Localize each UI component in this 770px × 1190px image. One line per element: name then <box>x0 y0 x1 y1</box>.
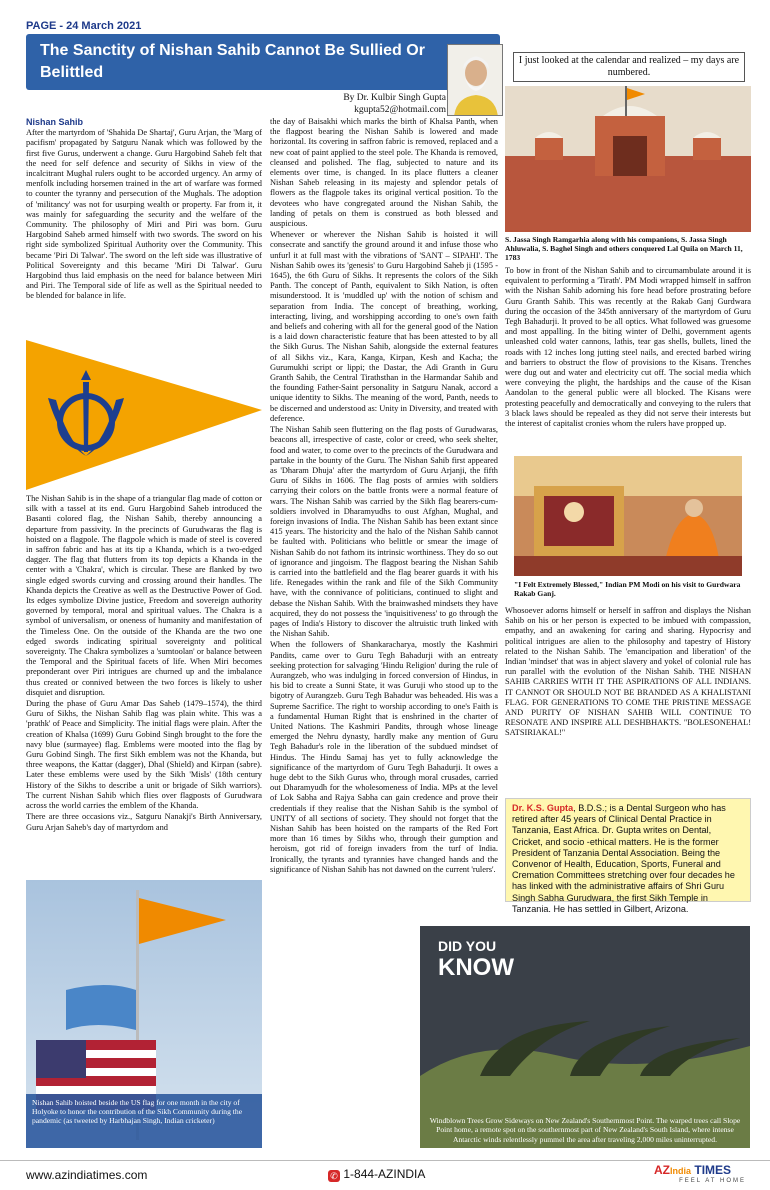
did-you-know-line-1: DID YOU <box>438 938 497 954</box>
col1-paragraph-1: After the martyrdom of 'Shahida De Shartaj', Guru Arjan, the 'Marg of pacifism' propagated by Satguru Nanak which was followed by the first five Gurus, underwent a change. Guru Hargobind Saheb felt that the need for self defence and security of Sikhs in view of the incalcitrant Mughal rulers ought to be accorded urgency. An army of menfolk including horsemen trained in the art of warfare was formed to counter the tyranny and persecution of the Mughals. The adoption of 'militancy' was not for usurping wealth or property. Far from it, it was mainly for safeguarding the security and the welfare of the Community. The philosophy of Miri and Piri was born. Guru Hargobind Saheb armed himself with two swords. The sword on his right side symbolized Spiritual Authority over the Community. This became 'Piri Di Talwar'. The sword on the left side was illustrative of Political Sovereignty and this became 'Miri Di Talwar'. Guru Hargobind thus laid emphasis on the need for balance between Miri and Piri. The Temporal side of life as well as the Spiritual needed to be blended for balance in life. <box>26 128 262 301</box>
did-you-know-caption: Windblown Trees Grow Sideways on New Zealand's Southernmost Point. The warped trees call Slope Point home, a remote spot on the southernmost part of New Zealand's South Island, where intense Antarctic winds relentlessly pummel the area after traveling 2,000 miles uninterrupted. <box>429 1115 741 1144</box>
did-you-know-line-2: KNOW <box>438 954 514 981</box>
bio-name: Dr. K.S. Gupta <box>512 803 574 813</box>
modi-gurdwara-image <box>514 456 742 576</box>
byline-email: kgupta52@hotmail.com <box>354 105 446 115</box>
col1-paragraph-2: The Nishan Sahib is in the shape of a triangular flag made of cotton or silk with a tassel at its end. Guru Hargobind Saheb introduced the Basanti colored flag, the Nishan Sahib, thereby announcing a departure from passivity. In the precincts of Gurudwaras the flag is hoisted on a flagpole. The flagpole which is made of steel is covered in saffron fabric and has at its tip a Khanda, which is a two-edged dagger. The flag that flutters from its top depicts a Khanda in the center with a 'Chakra', which is circular. These are flanked by two single edged swords curving and crossing around their handles. The Khanda depicts the Creative as well as the Destructive Power of God. Its edges symbolize Divine justice, Freedom and sovereign authority governed by temporal, moral and spiritual values. The Chakra is a symbol of universalism, or oneness of humanity and manifestation of the Timeless One. On the outside of the Khanda are the two one edged swords indicating spiritual sovereignty and political sovereignty. The Chakra symbolizes a 'sumtoolan' or balance between the Temporal and the Spiritual facets of life. When Miri becomes preponderant over Piri intrigues are churned up and the imbalance thus created or connived between the two forces is likely to usher disquiet and disruption. <box>26 494 262 697</box>
red-fort-image <box>505 86 751 232</box>
az-india-times-logo <box>654 1164 746 1186</box>
title-banner <box>26 34 500 90</box>
red-fort-caption: S. Jassa Singh Ramgarhia along with his companions, S. Jassa Singh Ahluwalia, S. Baghel Singh and others conquered Lal Quila on March 11, 1783 <box>505 235 743 262</box>
footer-divider <box>0 1160 770 1161</box>
page-label: PAGE - 24 March 2021 <box>26 20 142 32</box>
footer-phone-number: 1-844-AZINDIA <box>343 1167 426 1181</box>
section-heading: Nishan Sahib <box>26 117 84 127</box>
flags-photo <box>26 880 262 1148</box>
modi-caption: "I Felt Extremely Blessed," Indian PM Modi on his visit to Gurdwara Rakab Ganj. <box>514 580 741 598</box>
col3-paragraph-2: Whosoever adorns himself or herself in saffron and displays the Nishan Sahib on his or her person is expected to be imbued with compassion, empathy, and an awakening for caring and sharing. Hypocrisy and political intrigues are alien to the philosophy and tapestry of History related to the Nishan Sahib. The 'emancipation and liberation' of the Indian 'mindset' that was in abject slavery and yokel of colonial rule has run parallel with the evolution of the Nishan Sahib. THE NISHAN SAHIB CARRIES WITH IT THE ASPIRATIONS OF ALL INDIANS. IT CANNOT OR SHOULD NOT BE BRANDED AS A KHALISTANI FLAG. FOR GENERATIONS TO COME THE PRISTINE MESSAGE AND PURITY OF NISHAN SAHIB WILL CONTINUE TO RESONATE AND INSPIRE ALL DESHBHAKTS. "BOLESONEHAL! SATSIRIAKAL!" <box>505 606 751 738</box>
logo-part-az: AZ <box>654 1163 670 1177</box>
bio-text: , B.D.S.; is a Dental Surgeon who has retired after 45 years of Clinical Dental Practice in Tanzania, East Africa. Dr. Gupta writes on Dental, Cricket, and socio -ethical matters. He is the former President of Tanzania Dental Association. Being the Convenor of Health, Education, Sports, Funeral and Cremation Committees stretching over four decades he has linked with the administrative affairs of Shri Guru Singh Sabha Gurudwara, the first Sikh Temple in Tanzania. He has settled in Gilbert, Arizona. <box>512 803 735 914</box>
quote-box: I just looked at the calendar and realized – my days are numbered. <box>513 52 745 82</box>
col2-paragraph-3: The Nishan Sahib seen fluttering on the flag posts of Gurudwaras, beacons all, irrespective of caste, color or creed, who seek shelter, food and water, to come over to the precincts of the Gurudwara and partake in the bounty of the Guru. The Nishan Sahib first appeared as 'Dharam Dhuja' after the martyrdom of Guru Arjanji, the fifth Guru of Sikhs in 1606. The flag posts of armies with soldiers carrying their colors on the battle fronts were a normal feature of wars. The Nishan Sahib was carried by the Sikh flag bearers-cum-soldiers involved in Dharamyudhs to oust Afghan, Mughal, and foreign invasions of India. The Nishan Sahib has been extant since 415 years. The historicity and the halo of the Nishan Sahib cannot be faulted with. Politicians who belittle or smear the image of Nishan Sahib do not fathom its intrinsic worthiness. They do so out of ignorance and jingoism. The flagpost bearing the Nishan Sahib is carried into the battlefield and the flag bearer guards it with his life. Renegades within the rank and file of the Sikh Community have, with the connivance of politicians, continued to slight and debase the Nishan Sahib. With the brainwashed mindsets they have acquired, they do not possess the 'inquisitiveness' to go through the pages of India's History to discover the altruistic truth linked with the Nishan Sahib. <box>270 425 498 639</box>
did-you-know-title <box>438 936 514 980</box>
logo-part-times: TIMES <box>694 1163 732 1177</box>
column-3-top <box>505 266 751 460</box>
nishan-sahib-flag-image <box>26 340 262 490</box>
col1-paragraph-3: During the phase of Guru Amar Das Saheb (1479–1574), the third Guru of Sikhs, the Nishan Sahib flag was plain white. This was a 'prathk' of Peace and Simplicity. The initial flags were plain. After the creation of Khalsa (1699) Guru Gobind Singh brought to the fore the navy blue (surmayee) flag. Emblems were mooted into the flag by Guru Gobind Singh. The first Sikh emblem was not the Khanda, but three weapons, the Kattar (dagger), Dhal (Shield) and Kirpan (sabre). Later these emblems were used by the Sikh 'Misls' (18th century History of the Sikhs to describe a unit or brigade of Sikh warriors). The current Nishan Sahib which flies over flagposts of Gurudwara across the world carries the emblem of the Khanda. <box>26 699 262 811</box>
col2-paragraph-2: Whenever or wherever the Nishan Sahib is hoisted it will consecrate and sanctify the ground around it and infuse those who unfurl it at full mast with the vibrations of 'SANT – SIPAHI'. The Nishan Sahib owes its 'genesis' to Guru Hargobind Saheb ji (1595 - 1645), the 6th Guru of Sikhs. It represents the colors of the Sikh Panth. The concept of Panth, equivalent to Sikh Nation, is often misunderstood. It is 'muddled up' with the notion of schism and separation from India. The concept of breathing, working, interacting, living, and worshipping according to one's own faith and beliefs and cohering with all for the general good of the Nation is a laid down characteristic feature that has been attested to by all the Sikh Gurus. The Nishan Sahib, alongside the external features of all Sikhs viz., Kara, Kanga, Kirpan, Kesh and Kacha; the Gurumukhi script or lippi; the Dastar, the Adi Granth in Guru Granth Sahib, the Central Tirathsthan in the Harmandar Sahib and the founding Father-Saint personality in Satguru Nanak, accord a unique identity to Sikhs. The meaning of the word, Panth, needs to be discerned and understood as: Unity in Diversity, and treated with deference. <box>270 230 498 423</box>
author-bio-box <box>505 798 751 914</box>
phone-icon: ✆ <box>328 1170 340 1182</box>
col2-paragraph-4: When the followers of Shankaracharya, mostly the Kashmiri Pandits, came over to Guru Tegh Bahadurji with an entreaty seeking protection for salvaging 'Hindu Religion' during the rule of Aurangzeb, who was indulging in forced conversion of Hindus, in his bid to create a Sunni State, it was Guruji who stood up to the bigotry of Aurangzeb. Guru Tegh Bahadur was beheaded. His was a Supreme Sacrifice. The right to worship according to one's Faith is a fundamental Human Right that is enshrined in the charter of United Nations. The Kashmiri Pandits, through whose lineage emerged the Nehru dynasty, hardly make any mention of Guru Tegh Bahadur's role in the liberation of the subdued mindset of Hindus. The Hindu Samaj has yet to fully acknowledge the significance of the martyrdom of Guru Tegh Bahadurji. It owes a huge debt to the Sikh Gurus who, through moral crusades, carried out Dharamyudh for the wholesomeness of India. MPs at the level of Lok Sabha and Rajya Sabha can gain credence and prove their credentials if they realise that the Nishan Sahib is the symbol of UNITY of all sections of society. They should not forget that the Nishan Sahib has been hoisted on the ramparts of the Red Fort more than 16 times by Sikhs who, through their gumption and heroism, got rid of foreign invaders from the turf of India. Ironically, the tyrants and tyrannies have changed hands and the significance of Nishan Sahib has not dawned on the current 'rulers'. <box>270 640 498 874</box>
column-1-top <box>26 117 262 335</box>
logo-part-india: India <box>670 1166 692 1176</box>
col3-paragraph-1: To bow in front of the Nishan Sahib and to circumambulate around it is equivalent to performing a 'Tirath'. PM Modi wrapped himself in saffron with the Nishan Sahib adorning his fore head before prostrating before Guru Granth Sahib. This was recently at the Rakab Ganj Gurdwara during the occasion of the 345th anniversary of the martyrdom of Guru Tegh Bahadurji. It proved to be all optics. What followed was gruesome and most appalling. In the biting winter of Delhi, government agents unleashed cold water cannons, lathis, tear gas shells, bullets, lined the roads with 12 inches long jutting steel nails, and erected barbed wiring and barriers to obstruct the flow of provisions to the Kisans. Trenches were dug out and water and electricity cut off. The social media which were conveying the plight, the hardships and the cause of the Kisan Aandolan to the general public were all blocked. The Kisans were protesting peacefully and democratically and conveying to the rulers that 3 black laws should be repealed as they did not serve their interests but the interest of capitalist cronies whom the rulers have propped up. <box>505 266 751 429</box>
logo-tagline: FEEL AT HOME <box>679 1178 746 1184</box>
column-2 <box>270 117 498 1029</box>
footer-phone <box>328 1167 425 1182</box>
column-1-bottom <box>26 494 262 874</box>
did-you-know-box <box>420 926 750 1148</box>
flags-photo-caption: Nishan Sahib hoisted beside the US flag for one month in the city of Holyoke to honor the contribution of the Sikh Community during the pandemic (as tweeted by Harbhajan Singh, Indian cricketer) <box>32 1098 243 1125</box>
col1-paragraph-4: There are three occasions viz., Satguru Nanakji's Birth Anniversary, Guru Arjan Saheb's day of martyrdom and <box>26 812 262 832</box>
column-3-middle <box>505 606 751 792</box>
byline-author: By Dr. Kulbir Singh Gupta <box>343 93 446 103</box>
author-photo <box>447 44 503 116</box>
byline <box>304 92 446 116</box>
footer-website-link[interactable]: www.azindiatimes.com <box>26 1168 148 1182</box>
col2-paragraph-1: the day of Baisakhi which marks the birth of Khalsa Panth, when the flagpost bearing the Nishan Sahib is lowered and made horizontal. Its covering in saffron fabric is removed, replaced and a new coat of paint applied to the steel pole. The Khanda is removed, cleansed and polished. The flag, subjected to nature and its elements over time, is changed. In its place flutters a cleaner Nishan Saheb releasing in its majesty and splendor petals of flowers as the flagpole takes its original vertical position. To the devotees who have congregated around the Nishan Sahib, the landing of petals on them is construed as both blessed and auspicious. <box>270 117 498 229</box>
page-title: The Sanctity of Nishan Sahib Cannot Be Sullied Or Belittled <box>40 42 425 81</box>
